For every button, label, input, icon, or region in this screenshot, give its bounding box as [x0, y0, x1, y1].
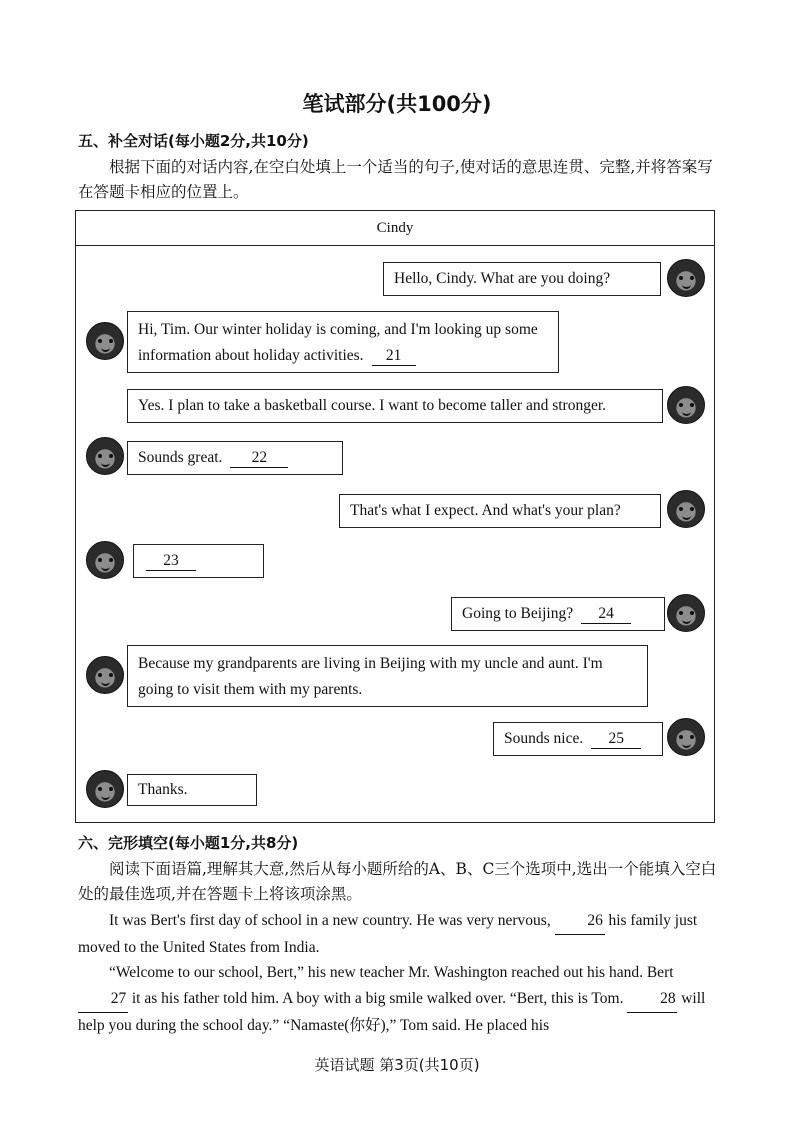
cloze-paragraph-2: [78, 960, 720, 1039]
dialog-line-1-text: Hello, Cindy. What are you doing?: [394, 270, 611, 287]
girl-avatar-icon: [86, 437, 124, 475]
cloze-p2-text-c: will help you during the school day.” “Namaste(你好),” Tom said. He placed his: [78, 990, 706, 1034]
dialog-line-5-text: That's what I expect. And what's your plan?: [350, 502, 621, 519]
girl-avatar-icon: [86, 541, 124, 579]
dialog-line-10: [127, 774, 257, 806]
dialog-line-6: [133, 544, 264, 578]
cloze-p1-text-a: It was Bert's first day of school in a new country. He was very nervous,: [109, 912, 551, 929]
boy-avatar-icon: [667, 594, 705, 632]
section-5-heading: 五、补全对话(每小题2分,共10分): [78, 132, 309, 150]
blank-25: 25: [591, 730, 641, 749]
dialog-line-9: [493, 722, 663, 756]
cloze-p2-text-a: “Welcome to our school, Bert,” his new teacher Mr. Washington reached out his hand. Bert: [109, 964, 674, 981]
cloze-blank-26: 26: [555, 908, 605, 935]
section-6-instructions: 阅读下面语篇,理解其大意,然后从每小题所给的A、B、C三个选项中,选出一个能填入空白处的最佳选项,并在答题卡上将该项涂黑。: [78, 860, 717, 903]
boy-avatar-icon: [667, 718, 705, 756]
girl-avatar-icon: [86, 770, 124, 808]
cloze-blank-28: 28: [627, 986, 677, 1013]
blank-21: 21: [372, 347, 416, 366]
blank-23: 23: [146, 552, 196, 571]
cloze-blank-27: 27: [78, 986, 128, 1013]
dialog-line-8: [127, 645, 648, 707]
cloze-p2-text-b: it as his father told him. A boy with a big smile walked over. “Bert, this is Tom.: [131, 990, 624, 1007]
boy-avatar-icon: [667, 490, 705, 528]
dialog-line-2-text: Hi, Tim. Our winter holiday is coming, and I'm looking up some information about holiday activities.: [138, 321, 538, 364]
dialog-line-9-text: Sounds nice.: [504, 730, 584, 747]
dialog-line-4-text: Sounds great.: [138, 449, 223, 466]
section-6-heading: 六、完形填空(每小题1分,共8分): [78, 834, 299, 852]
dialog-line-7: [451, 597, 665, 631]
blank-22: 22: [230, 449, 288, 468]
page-title: 笔试部分(共100分): [302, 92, 492, 116]
dialog-line-5: [339, 494, 661, 528]
girl-avatar-icon: [86, 322, 124, 360]
cloze-paragraph-1: [78, 908, 720, 961]
section-5-instructions: 根据下面的对话内容,在空白处填上一个适当的句子,使对话的意思连贯、完整,并将答案写在答题卡相应的位置上。: [78, 158, 713, 201]
girl-avatar-icon: [86, 656, 124, 694]
dialog-line-10-text: Thanks.: [138, 781, 188, 798]
dialog-line-7-text: Going to Beijing?: [462, 605, 574, 622]
dialog-line-3-text: Yes. I plan to take a basketball course. I want to become taller and stronger.: [138, 397, 607, 414]
dialog-line-2: [127, 311, 559, 373]
dialog-line-4: [127, 441, 343, 475]
dialog-line-3: [127, 389, 663, 423]
boy-avatar-icon: [667, 259, 705, 297]
cloze-p1-text-b: his family just moved to the United States from India.: [78, 912, 698, 956]
boy-avatar-icon: [667, 386, 705, 424]
dialog-line-8-text: Because my grandparents are living in Beijing with my uncle and aunt. I'm going to visit them with my parents.: [138, 655, 603, 698]
page-footer: 英语试题 第3页(共10页): [314, 1056, 480, 1074]
blank-24: 24: [581, 605, 631, 624]
dialog-title: Cindy: [75, 210, 715, 246]
dialog-line-1: [383, 262, 661, 296]
